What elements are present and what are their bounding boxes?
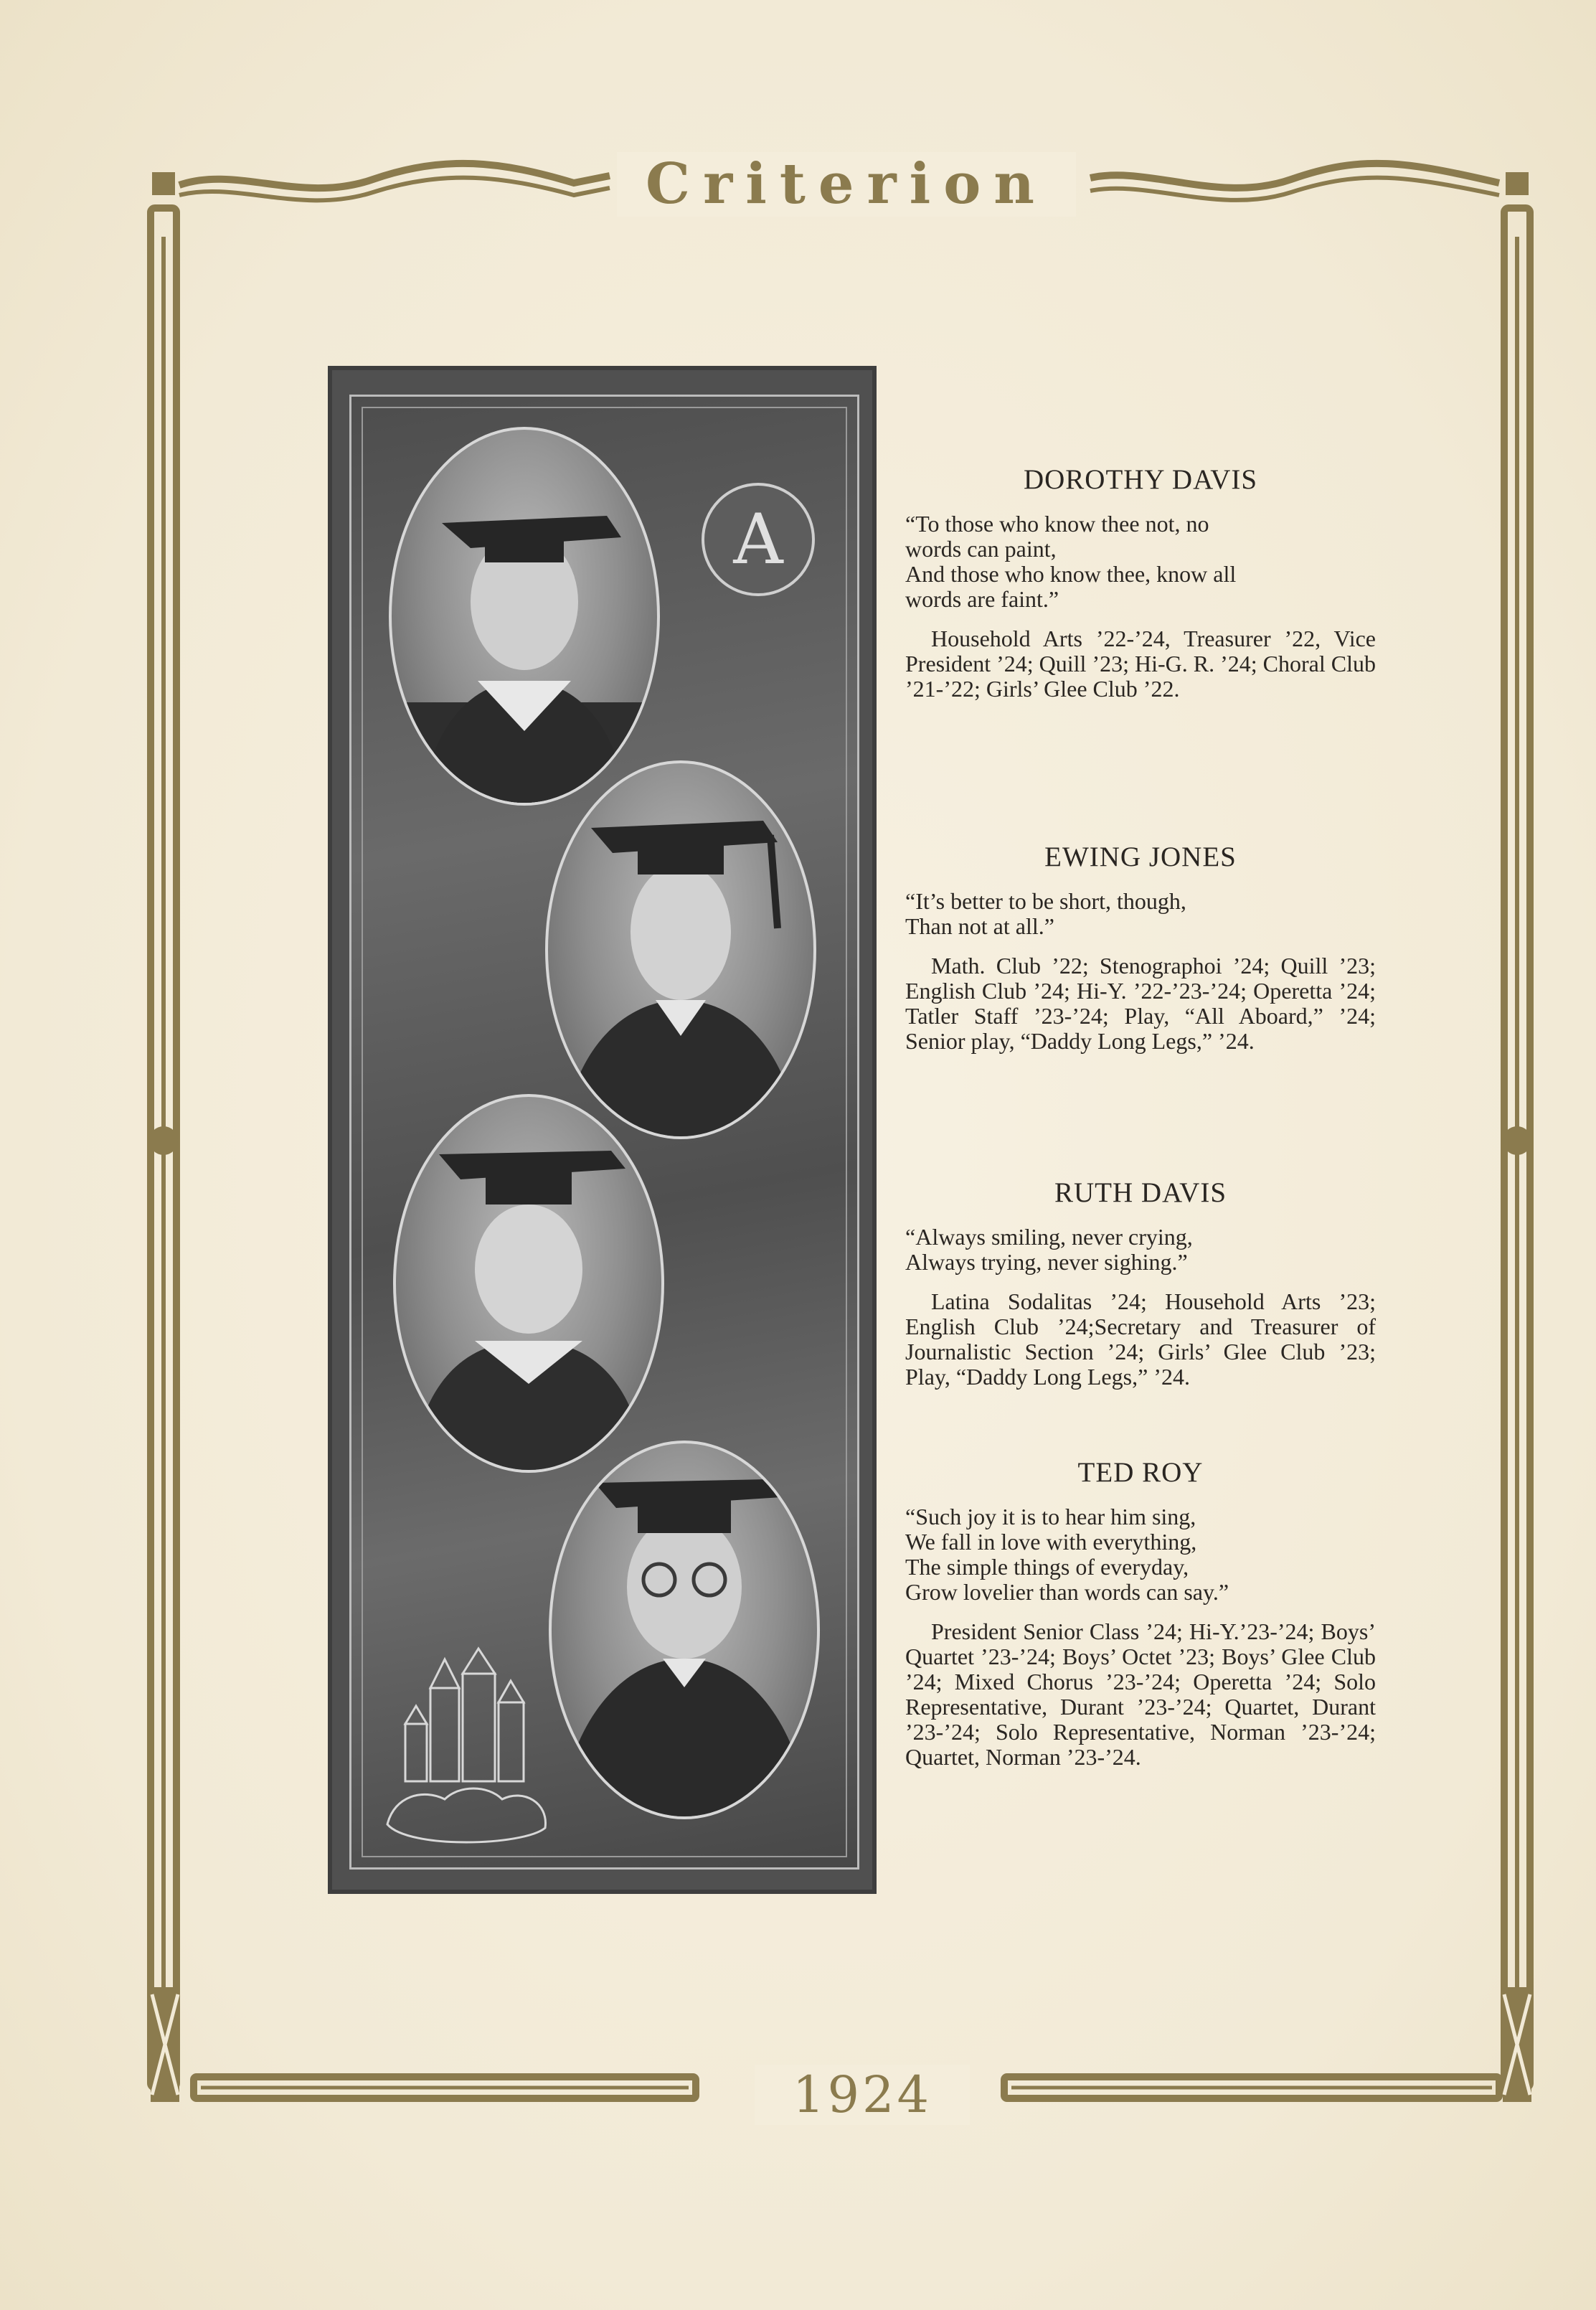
photo-frame	[349, 395, 859, 1870]
student-activities: President Senior Class ’24; Hi-Y.’23-’24; Boys’ Quartet ’23-’24; Boys’ Octet ’23; Boys’ Glee Club ’24; Mixed Chorus ’23-’24; Operetta ’24; Solo Representative, Durant ’23-’24; Quartet, Durant ’23-’24; Solo Representative, Norman ’23-’24; Quartet, Norman ’23-’24.	[905, 1618, 1376, 1770]
graduate-figure-icon	[552, 1443, 817, 1816]
student-name: TED ROY	[1077, 1457, 1204, 1488]
student-name: RUTH DAVIS	[1054, 1177, 1227, 1208]
portrait-ewing-jones	[545, 760, 816, 1139]
student-activities: Latina Sodalitas ’24; Household Arts ’23; English Club ’24;Secretary and Treasurer of Journalistic Section ’24; Girls’ Glee Club ’23; Play, “Daddy Long Legs,” ’24.	[905, 1288, 1376, 1390]
entry-ruth-davis	[905, 1177, 1376, 1390]
photo-panel	[328, 366, 877, 1894]
entry-ted-roy	[905, 1456, 1376, 1770]
graduate-figure-icon	[548, 763, 813, 1136]
entry-ewing-jones	[905, 841, 1376, 1054]
portrait-ruth-davis	[393, 1094, 664, 1473]
entry-dorothy-davis	[905, 463, 1376, 702]
student-activities: Household Arts ’22-’24, Treasurer ’22, Vice President ’24; Quill ’23; Hi-G. R. ’24; Choral Club ’21-’22; Girls’ Glee Club ’22.	[905, 626, 1376, 702]
student-quote: “To those who know thee not, no words can paint, And those who know thee, know all words are faint.”	[905, 511, 1237, 612]
castle-illustration	[380, 1645, 552, 1853]
year-plate: 1924	[755, 2065, 970, 2125]
student-activities: Math. Club ’22; Stenographoi ’24; Quill ’23; English Club ’24; Hi-Y. ’22-’23-’24; Operetta ’24; Tatler Staff ’23-’24; Play, “All Aboard,” ’24; Senior play, “Daddy Long Legs,” ’24.	[905, 953, 1376, 1054]
student-quote: “It’s better to be short, though, Than not at all.”	[905, 888, 1186, 939]
graduate-figure-icon	[396, 1097, 661, 1470]
student-quote: “Always smiling, never crying, Always trying, never sighing.”	[905, 1224, 1193, 1275]
student-name: DOROTHY DAVIS	[1023, 464, 1258, 495]
graduate-figure-icon	[392, 430, 657, 803]
masthead-title: Criterion	[617, 152, 1076, 217]
student-quote: “Such joy it is to hear him sing, We fall in love with everything, The simple things of everyday, Grow lovelier than words can say.”	[905, 1504, 1229, 1605]
student-name: EWING JONES	[1044, 842, 1237, 872]
portrait-ted-roy	[549, 1441, 820, 1819]
school-emblem: A	[702, 483, 815, 596]
portrait-dorothy-davis	[389, 427, 660, 806]
